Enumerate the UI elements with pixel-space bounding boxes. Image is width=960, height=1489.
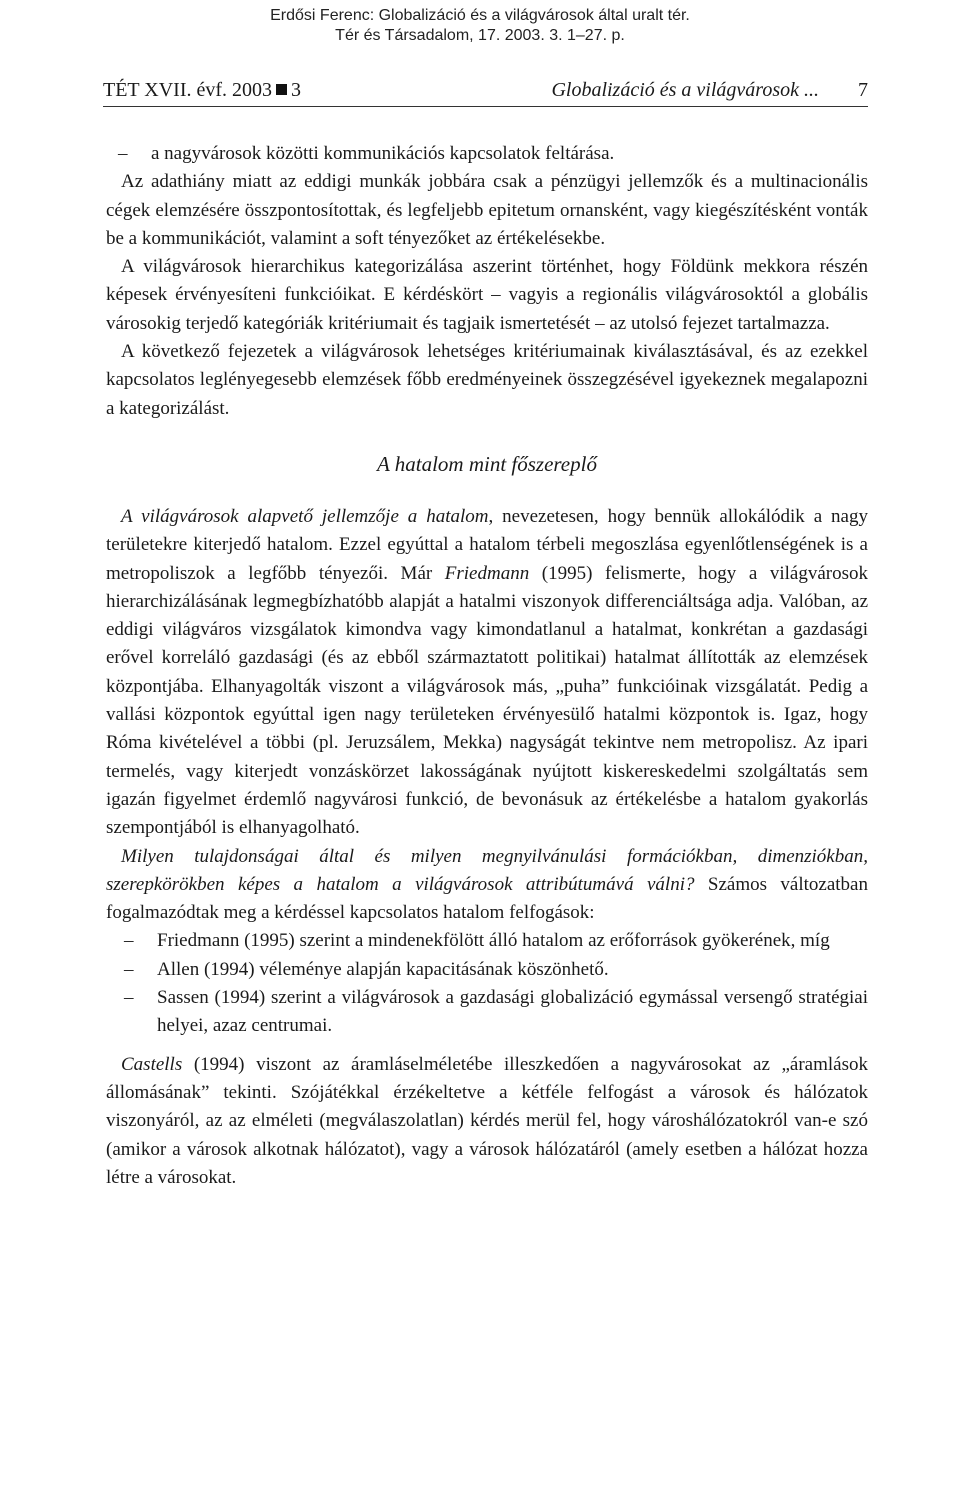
square-separator-icon bbox=[276, 84, 287, 95]
paragraph: Az adathiány miatt az eddigi munkák jobbára csak a pénzügyi jellemzők és a multinacionális cégek elemzésére összpontosítottak, és legfeljebb epitetum ornansként, vagy kiegészítésként vonták be a kommunikációt, valamint a soft tényezőket az értékelésekbe. bbox=[106, 171, 868, 249]
list-item: – a nagyvárosok közötti kommunikációs kapcsolatok feltárása. bbox=[118, 143, 615, 164]
paragraph: Castells (1994) viszont az áramláselméletébe illeszkedően a nagyvárosokat az „áramlások állomásának” tekinti. Szójátékkal érzékeltetve a kétféle felfogást a városok és hálózatok viszonyáról, az az elméleti (megválaszolatlan) kérdés merül fel, hogy városhálózatokról van-e szó (amikor a városok alkotnak hálózatot), vagy a városok hálózatáról (amely esetben a hálózat hozza létre a városokat. bbox=[106, 1053, 868, 1188]
running-title: Globalizáció és a világvárosok ... 7 bbox=[551, 79, 868, 101]
journal-info: TÉT XVII. évf. 2003 3 bbox=[103, 79, 302, 101]
paragraph: A világvárosok hierarchikus kategorizálása aszerint történhet, hogy Földünk mekkora részén képesek érvényesíteni funkcióikat. E kérdéskört – vagyis a regionális világvárosoktól a globális városokig terjedő kategóriák kritériumait és tagjaik ismertetését – az utolsó fejezet tartalmazza. bbox=[106, 256, 868, 334]
running-head bbox=[103, 78, 868, 107]
paragraph: Milyen tulajdonságai által és milyen megnyilvánulási formációkban, dimenziókban, szerepkörökben képes a hatalom a világvárosok attribútumává válni? Számos változatban fogalmazódtak meg a kérdéssel kapcsolatos hatalom felfogások: bbox=[106, 845, 868, 924]
list-item: – Sassen (1994) szerint a világvárosok a gazdasági globalizáció egymással versengő stratégiai helyei, azaz centrumai. bbox=[124, 987, 868, 1037]
paragraph: A következő fejezetek a világvárosok lehetséges kritériumainak kiválasztásával, és az ezekkel kapcsolatos leglényegesebb elemzések főbb eredményeinek összegzésével igyekeznek megalapozni a kategorizálást. bbox=[106, 341, 868, 419]
citation-line-1: Erdősi Ferenc: Globalizáció és a világvárosok által uralt tér. bbox=[270, 7, 690, 24]
paragraph: A világvárosok alapvető jellemzője a hatalom, nevezetesen, hogy bennük allokálódik a nagy területekre kiterjedő hatalom. Ezzel egyúttal a hatalom térbeli megoszlása egyenlőtlenségének is a metropoliszok a legfőbb tényezői. Már Friedmann (1995) felismerte, hogy a világvárosok hierarchizálásának legmegbízhatóbb alapját a hatalmi viszonyok differenciáltsága adja. Valóban, az eddigi világváros vizsgálatok kimondva vagy kimondatlanul a hatalmat, konkrétan a gazdasági erővel korreláló gazdasági (és az ebből származtatott politikai) hatalmat állították az elemzések központjába. Elhanyagolták viszont a világvárosok más, „puha” funkcióinak vizsgálatát. Pedig a vallási központok egyúttal igen nagy területeken érvényesülő hatalmi központok is. Igaz, hogy Róma kivételével a többi (pl. Jeruzsálem, Mekka) nagyságát tekintve nem metropolisz. Az ipari termelés, vagy kiterjedt vonzáskörzet lakosságának nyújtott kiskereskedelmi szolgáltatás sem igazán figyelmet érdemlő nagyvárosi funkció, de bevonásuk az értékelésbe a hatalom gyakorlás szempontjából is elhanyagolható. bbox=[106, 505, 868, 839]
citation-header bbox=[0, 6, 960, 46]
page-body bbox=[106, 140, 868, 1192]
section-title: A hatalom mint főszereplő bbox=[377, 451, 597, 476]
page-number: 7 bbox=[858, 79, 868, 101]
list-item: – Friedmann (1995) szerint a mindenekfölött álló hatalom az erőforrások gyökerének, míg bbox=[124, 930, 830, 952]
citation-line-2: Tér és Társadalom, 17. 2003. 3. 1–27. p. bbox=[335, 27, 625, 44]
list-item: – Allen (1994) véleménye alapján kapacitásának köszönhető. bbox=[124, 958, 609, 980]
opinion-list bbox=[124, 927, 868, 1040]
